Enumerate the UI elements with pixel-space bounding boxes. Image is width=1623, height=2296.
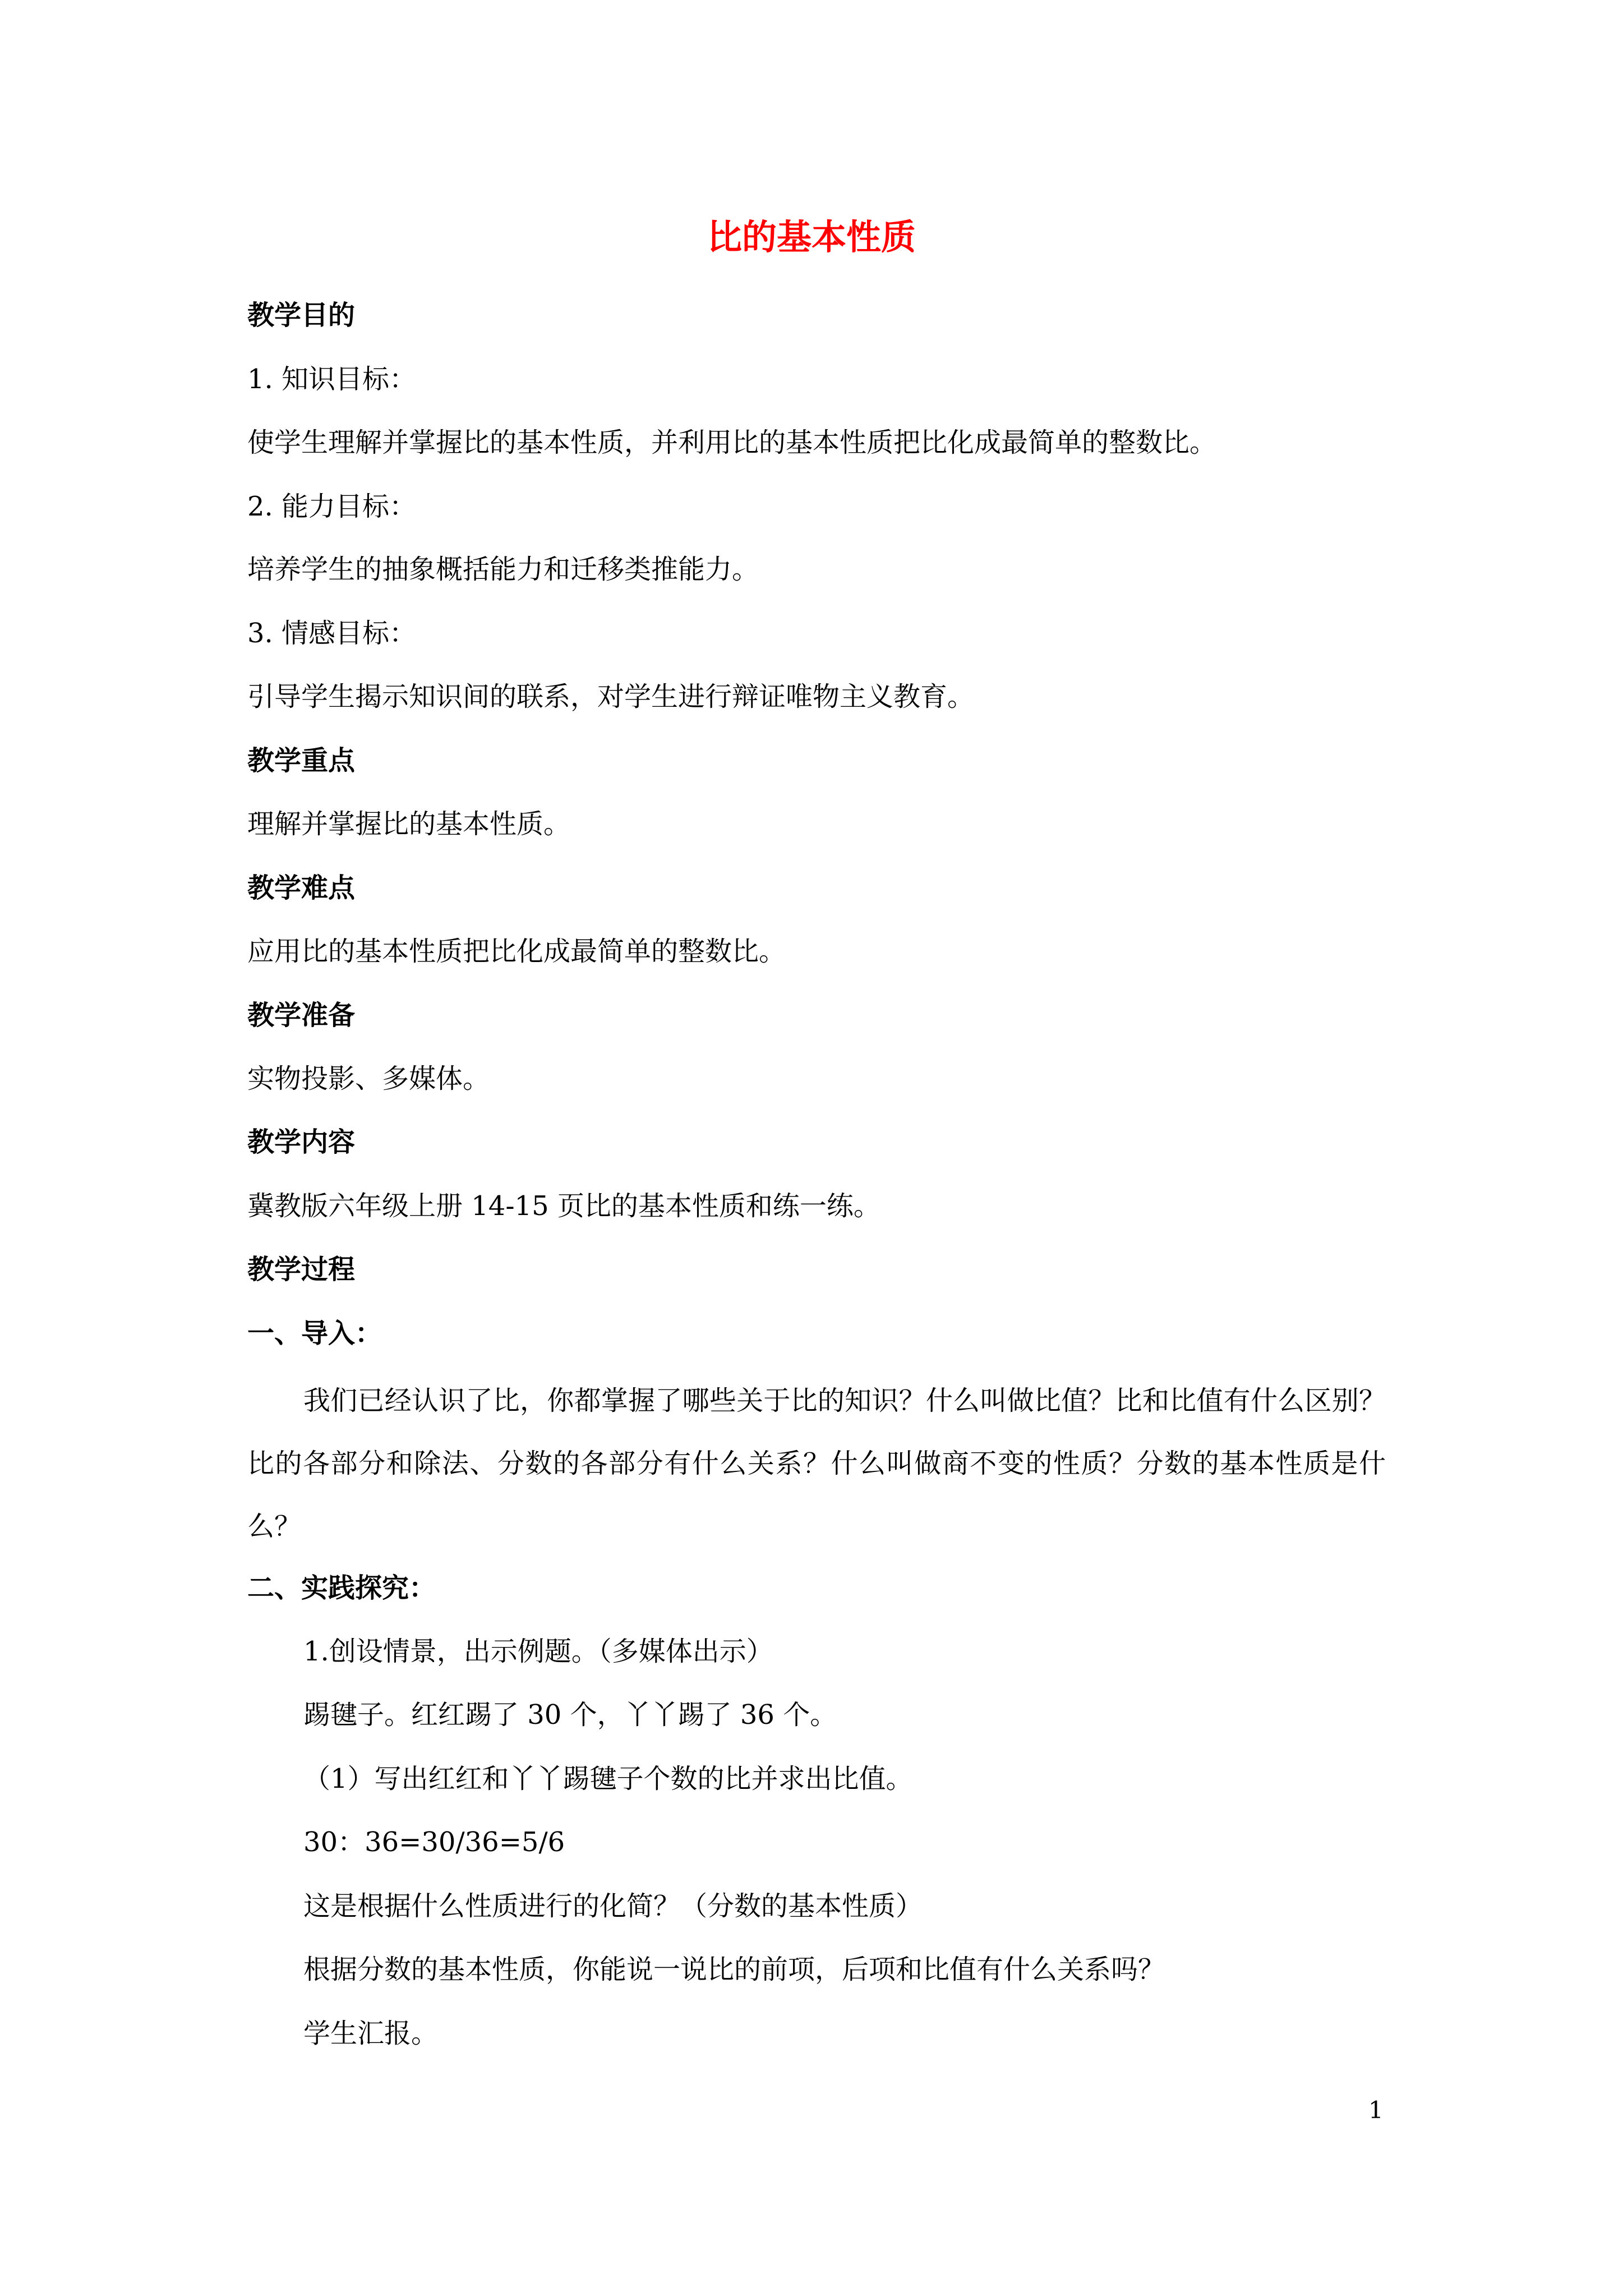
preparation-text: 实物投影、多媒体。 [247,1063,490,1094]
content-heading: 教学内容 [247,1126,356,1158]
practice-line-3: （1）写出红红和丫丫踢毽子个数的比并求出比值。 [303,1763,913,1795]
objective-3-text: 引导学生揭示知识间的联系，对学生进行辩证唯物主义教育。 [247,681,975,712]
objective-1-label: 1. 知识目标： [247,364,417,395]
practice-line-5: 这是根据什么性质进行的化简？（分数的基本性质） [303,1890,923,1922]
difficulty-text: 应用比的基本性质把比化成最简单的整数比。 [247,936,786,967]
practice-line-7: 学生汇报。 [303,2018,439,2049]
objective-2-label: 2. 能力目标： [247,491,417,522]
key-points-heading: 教学重点 [247,745,356,776]
practice-line-1: 1.创设情景，出示例题。（多媒体出示） [303,1636,773,1667]
page-number: 1 [1368,2096,1384,2124]
content-text: 冀教版六年级上册 14-15 页比的基本性质和练一练。 [247,1190,880,1222]
preparation-heading: 教学准备 [247,1000,356,1031]
objective-1-text: 使学生理解并掌握比的基本性质，并利用比的基本性质把比化成最简单的整数比。 [247,427,1217,458]
intro-heading: 一、导入： [247,1318,382,1349]
practice-line-2: 踢毽子。红红踢了 30 个，丫丫踢了 36 个。 [303,1699,837,1731]
document-title: 比的基本性质 [707,217,916,257]
objective-3-label: 3. 情感目标： [247,618,417,649]
difficulty-heading: 教学难点 [247,872,356,904]
objectives-heading: 教学目的 [247,300,356,331]
practice-line-6: 根据分数的基本性质，你能说一说比的前项，后项和比值有什么关系吗？ [303,1954,1165,1985]
key-points-text: 理解并掌握比的基本性质。 [247,808,571,840]
process-heading: 教学过程 [247,1254,356,1285]
practice-line-4: 30：36=30/36=5/6 [303,1826,565,1858]
intro-paragraph: 我们已经认识了比，你都掌握了哪些关于比的知识？什么叫做比值？比和比值有什么区别？比的各部分和除法、分数的各部分有什么关系？什么叫做商不变的性质？分数的基本性质是什么？ [247,1385,1386,1542]
practice-heading: 二、实践探究： [247,1572,436,1604]
objective-2-text: 培养学生的抽象概括能力和迁移类推能力。 [247,554,759,585]
